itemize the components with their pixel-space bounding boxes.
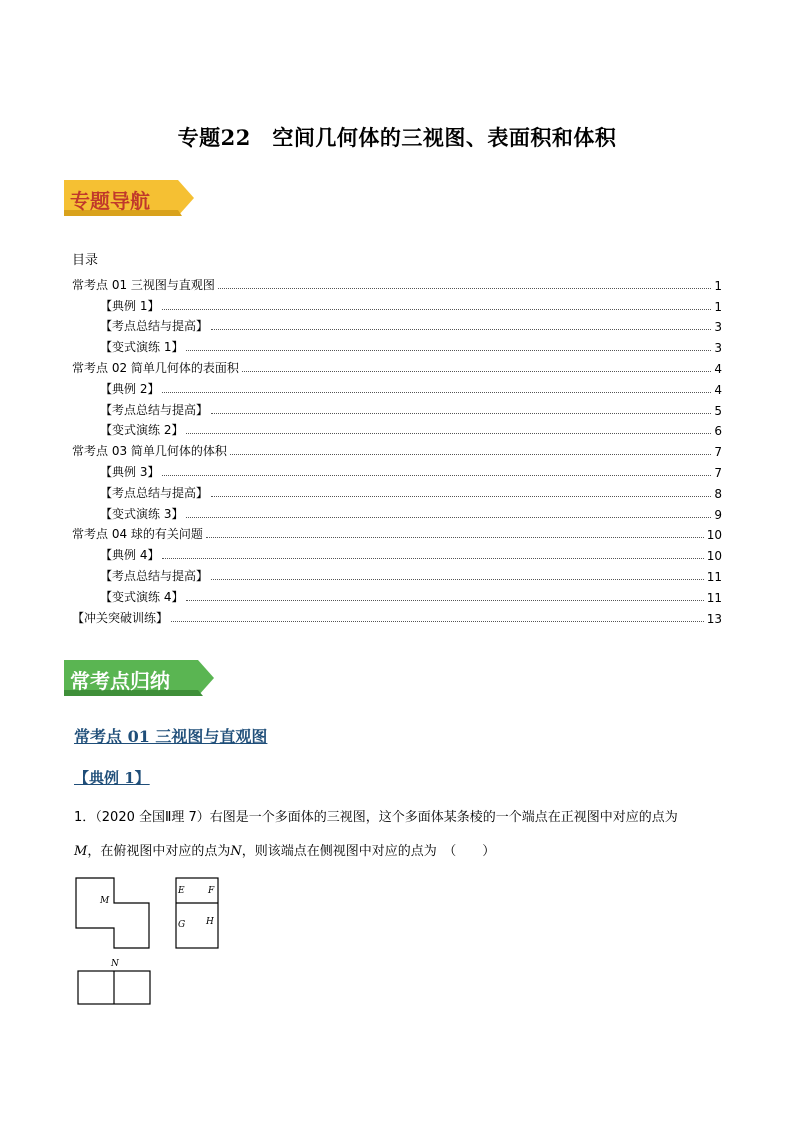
label-f: F — [208, 886, 215, 896]
toc-entry[interactable] — [72, 293, 722, 314]
table-of-contents — [72, 272, 722, 626]
toc-entry-label: 常考点 02 简单几何体的表面积 — [72, 360, 239, 375]
label-e: E — [178, 886, 185, 896]
toc-leader-dots — [162, 309, 711, 310]
toc-entry-label: 【变式演练 4】 — [100, 589, 184, 604]
toc-entry-page: 13 — [706, 611, 722, 626]
problem-text-part2: ，在俯视图中对应的点为 — [87, 844, 231, 859]
toc-entry[interactable] — [72, 522, 722, 543]
toc-entry-page: 1 — [714, 299, 722, 314]
toc-entry-page: 10 — [706, 549, 722, 564]
toc-entry[interactable] — [72, 314, 722, 335]
toc-entry-label: 【考点总结与提高】 — [100, 402, 209, 417]
toc-entry-page: 8 — [714, 486, 722, 501]
toc-entry-label: 常考点 04 球的有关问题 — [72, 527, 203, 542]
toc-leader-dots — [162, 558, 703, 559]
problem-text-part1: （2020 全国Ⅱ理 7）右图是一个多面体的三视图，这个多面体某条棱的一个端点在正视图中对应的点为 — [95, 810, 678, 825]
toc-entry-page: 3 — [714, 341, 722, 356]
toc-entry-label: 【变式演练 1】 — [100, 340, 184, 355]
toc-leader-dots — [211, 329, 711, 330]
toc-entry-page: 11 — [706, 590, 722, 605]
toc-entry[interactable] — [72, 418, 722, 439]
toc-entry[interactable] — [72, 355, 722, 376]
toc-leader-dots — [162, 392, 711, 393]
toc-entry-page: 7 — [714, 445, 722, 460]
three-view-figure — [72, 872, 232, 1016]
toc-leader-dots — [211, 413, 711, 414]
toc-heading: 目录 — [72, 253, 99, 268]
toc-entry-page: 1 — [714, 278, 722, 293]
toc-leader-dots — [162, 475, 711, 476]
toc-entry-label: 【变式演练 3】 — [100, 506, 184, 521]
problem-text-part3: ，则该端点在侧视图中对应的点为 （ ） — [241, 844, 496, 859]
toc-entry[interactable] — [72, 584, 722, 605]
toc-entry[interactable] — [72, 605, 722, 626]
toc-entry[interactable] — [72, 438, 722, 459]
toc-entry-page: 7 — [714, 465, 722, 480]
problem-text — [74, 801, 734, 869]
toc-leader-dots — [211, 579, 704, 580]
toc-entry-label: 【考点总结与提高】 — [100, 319, 209, 334]
toc-entry[interactable] — [72, 542, 722, 563]
toc-entry[interactable] — [72, 376, 722, 397]
toc-leader-dots — [186, 600, 703, 601]
toc-entry[interactable] — [72, 272, 722, 293]
toc-leader-dots — [211, 496, 711, 497]
toc-leader-dots — [230, 454, 711, 455]
label-g: G — [178, 920, 186, 930]
problem-number: 1． — [74, 810, 96, 825]
toc-leader-dots — [186, 350, 711, 351]
var-n: N — [230, 844, 242, 859]
section-banner-label: 常考点归纳 — [70, 669, 170, 693]
page-title: 专题22 空间几何体的三视图、表面积和体积 — [177, 125, 617, 150]
toc-entry[interactable] — [72, 334, 722, 355]
nav-banner-label: 专题导航 — [70, 189, 150, 213]
toc-entry-page: 11 — [706, 569, 722, 584]
label-m: M — [100, 896, 110, 906]
label-h: H — [206, 917, 214, 927]
toc-entry-page: 5 — [714, 403, 722, 418]
three-view-drawing — [72, 872, 232, 1012]
section-heading[interactable]: 常考点 01 三视图与直观图 — [74, 727, 268, 746]
toc-leader-dots — [242, 371, 711, 372]
toc-entry-page: 4 — [714, 361, 722, 376]
toc-entry[interactable] — [72, 563, 722, 584]
toc-entry-page: 3 — [714, 320, 722, 335]
toc-leader-dots — [186, 517, 711, 518]
toc-entry-page: 10 — [706, 528, 722, 543]
toc-entry[interactable] — [72, 480, 722, 501]
section-banner — [64, 660, 214, 696]
nav-banner — [64, 180, 194, 216]
toc-entry[interactable] — [72, 501, 722, 522]
front-view — [76, 878, 149, 948]
toc-leader-dots — [218, 288, 711, 289]
toc-leader-dots — [186, 433, 711, 434]
toc-entry-label: 【典例 2】 — [100, 381, 160, 396]
label-n: N — [111, 959, 119, 969]
toc-entry-label: 【典例 1】 — [100, 298, 160, 313]
var-m: M — [74, 844, 88, 859]
toc-entry-label: 【冲关突破训练】 — [72, 610, 169, 625]
toc-entry-page: 9 — [714, 507, 722, 522]
toc-entry-page: 6 — [714, 424, 722, 439]
toc-entry-label: 【典例 4】 — [100, 548, 160, 563]
toc-entry-page: 4 — [714, 382, 722, 397]
toc-entry-label: 【考点总结与提高】 — [100, 485, 209, 500]
toc-entry[interactable] — [72, 397, 722, 418]
toc-entry-label: 【考点总结与提高】 — [100, 568, 209, 583]
toc-entry-label: 【典例 3】 — [100, 464, 160, 479]
toc-leader-dots — [171, 621, 704, 622]
toc-entry-label: 【变式演练 2】 — [100, 423, 184, 438]
example-label[interactable]: 【典例 1】 — [74, 769, 150, 787]
toc-leader-dots — [206, 537, 704, 538]
toc-entry[interactable] — [72, 459, 722, 480]
toc-entry-label: 常考点 01 三视图与直观图 — [72, 277, 215, 292]
toc-entry-label: 常考点 03 简单几何体的体积 — [72, 444, 227, 459]
